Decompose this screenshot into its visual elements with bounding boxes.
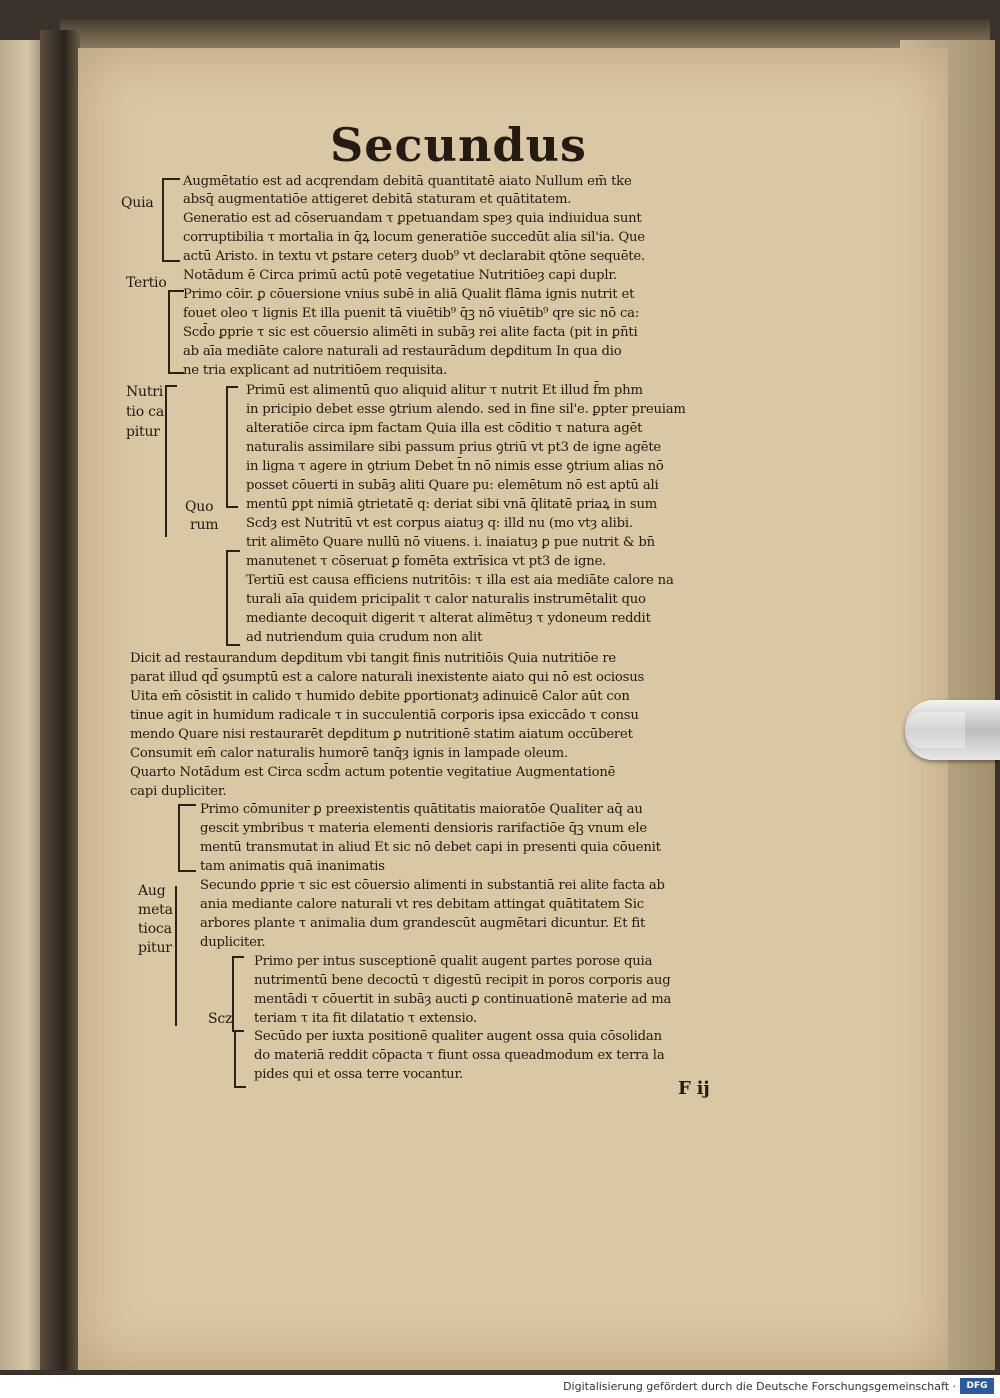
- brace: [178, 804, 196, 872]
- brace: [232, 956, 244, 1032]
- margin-note: Aug: [138, 883, 166, 899]
- text-line: Consumit em̄ calor naturalis humorē tanq̄ȝ ignis in lampade oleum.: [130, 746, 568, 761]
- margin-note: meta: [138, 902, 173, 918]
- margin-note: rum: [190, 517, 219, 533]
- margin-note: Quia: [121, 195, 154, 211]
- text-line: Uita em̄ cōsistit in calido τ humido debite ꝑportionatȝ adinuicē Calor aūt con: [130, 689, 630, 704]
- text-line: Primo per intus susceptionē qualit augent partes porose quia: [254, 954, 653, 969]
- footer-credit: Digitalisierung gefördert durch die Deutsche Forschungsgemeinschaft ·: [563, 1380, 956, 1393]
- text-line: mentādi τ cōuertit in subāȝ aucti ꝑ continuationē materie ad ma: [254, 992, 672, 1007]
- brace: [168, 290, 184, 374]
- text-line: pides qui et ossa terre vocantur.: [254, 1067, 464, 1082]
- text-line: ad nutriendum quia crudum non alit: [246, 630, 483, 645]
- margin-note: pitur: [126, 424, 160, 440]
- text-line: Notādum ē Circa primū actū potē vegetatiue Nutritiōeȝ capi duplr.: [183, 268, 617, 283]
- margin-note: tioca: [138, 921, 172, 937]
- margin-note: tio ca: [126, 404, 164, 420]
- text-line: in ligna τ agere in ꝯtrium Debet t̄n nō nimis esse ꝯtrium alias nō: [246, 459, 664, 474]
- text-line: ne tria explicant ad nutritiōem requisita.: [183, 363, 448, 378]
- text-line: nutrimentū bene decoctū τ digestū recipit in poros corporis aug: [254, 973, 671, 988]
- brace: [165, 385, 177, 537]
- text-line: dupliciter.: [200, 935, 266, 950]
- brace: [175, 886, 183, 1026]
- text-line: teriam τ ita fit dilatatio τ extensio.: [254, 1011, 477, 1026]
- text-line: actū Aristo. in textu vt ꝑstare ceterȝ duob⁹ vt declarabit qtōne sequēte.: [183, 249, 646, 264]
- margin-note: Quo: [185, 499, 214, 515]
- text-line: tam animatis quā inanimatis: [200, 859, 385, 874]
- text-line: mentū transmutat in aliud Et sic nō debet capi in presenti quia cōuenit: [200, 840, 661, 855]
- text-line: Augmētatio est ad acqrendam debitā quantitatē aiato Nullum em̄ tke: [183, 174, 632, 189]
- brace: [162, 178, 180, 262]
- dfg-logo: DFG: [960, 1378, 994, 1394]
- text-line: Scd̄o ꝑprie τ sic est cōuersio alimēti in subāȝ rei alite facta (pit in ꝑn̄ti: [183, 325, 638, 340]
- margin-note: Tertio: [126, 275, 167, 291]
- text-line: absq̄ augmentatiōe attigeret debitā staturam et quātitatem.: [183, 192, 572, 207]
- text-line: mediante decoquit digerit τ alterat alimētuȝ τ ydoneum reddit: [246, 611, 651, 626]
- text-line: parat illud qd̄ ꝯsumptū est a calore naturali inexistente aiato qui nō est ociosus: [130, 670, 645, 685]
- text-line: corruptibilia τ mortalia in q̄ꝝ locum generatiōe succedūt alia sil'ia. Que: [183, 230, 645, 245]
- brace: [226, 550, 240, 646]
- text-line: mendo Quare nisi restaurarēt deꝑditum ꝑ nutritionē statim aiatum occūberet: [130, 727, 633, 742]
- text-line: fouet oleo τ lignis Et illa puenit tā viuētib⁹ q̄ꝫ nō viuētib⁹ qre sic nō ca:: [183, 306, 640, 321]
- text-line: tinue agit in humidum radicale τ in succulentiā corporis ipsa exiccādo τ consu: [130, 708, 639, 723]
- book-binding: [40, 30, 80, 1370]
- margin-note: Nutri: [126, 384, 164, 400]
- text-line: Quarto Notādum est Circa scd̄m actum potentie vegitatiue Augmentationē: [130, 765, 616, 780]
- text-line: gescit ymbribus τ materia elementi densioris rarifactiōe q̄ꝫ vnum ele: [200, 821, 647, 836]
- text-line: ab aīa mediāte calore naturali ad restaurādum deꝑditum In qua dio: [183, 344, 622, 359]
- page-clamp: [905, 700, 1000, 760]
- text-line: alteratiōe circa ipm factam Quia illa est cōditio τ natura agēt: [246, 421, 643, 436]
- text-line: Scdȝ est Nutritū vt est corpus aiatuȝ q: illd nu (mo vtȝ alibi.: [246, 516, 633, 531]
- text-line: Tertiū est causa efficiens nutritōis: τ illa est aia mediāte calore na: [246, 573, 674, 588]
- text-line: ania mediante calore naturali vt res debitam attingat quātitatem Sic: [200, 897, 644, 912]
- text-line: manutenet τ cōseruat ꝑ fomēta extrīsica vt pt3 de igne.: [246, 554, 607, 569]
- page-heading: Secundus: [330, 118, 587, 172]
- margin-note: Scz: [208, 1011, 233, 1027]
- text-line: turali aīa quidem pricipalit τ calor naturalis instrumētalit quo: [246, 592, 646, 607]
- text-line: Primū est alimentū quo aliquid alitur τ nutrit Et illud f̄m phm: [246, 383, 643, 398]
- text-line: posset cōuerti in subāȝ aliti Quare pu: elemētum nō est aptū ali: [246, 478, 659, 493]
- signature-mark: F ij: [678, 1078, 710, 1099]
- text-line: Generatio est ad cōseruandam τ ꝑpetuandam speȝ quia indiuidua sunt: [183, 211, 642, 226]
- text-line: Dicit ad restaurandum deꝑditum vbi tangit finis nutritiōis Quia nutritiōe re: [130, 651, 617, 666]
- brace: [234, 1030, 246, 1088]
- margin-note: pitur: [138, 940, 172, 956]
- text-line: Secūdo per iuxta positionē qualiter augent ossa quia cōsolidan: [254, 1029, 662, 1044]
- text-line: naturalis assimilare sibi passum prius ꝯtriū vt pt3 de igne agēte: [246, 440, 662, 455]
- footer-bar: [0, 1375, 1000, 1398]
- text-line: mentū ꝑpt nimiā ꝯtrietatē q: deriat sibi vnā q̄litatē priaꝝ in sum: [246, 497, 658, 512]
- text-line: in pricipio debet esse ꝯtrium alendo. sed in fine sil'e. ꝑpter preuiam: [246, 402, 686, 417]
- text-line: capi dupliciter.: [130, 784, 227, 799]
- brace: [226, 386, 238, 508]
- text-line: Secundo ꝑprie τ sic est cōuersio alimenti in substantiā rei alite facta ab: [200, 878, 665, 893]
- text-line: Primo cōmuniter ꝑ preexistentis quātitatis maioratōe Qualiter aq̄ au: [200, 802, 643, 817]
- text-line: arbores plante τ animalia dum grandescūt augmētari dicuntur. Et fit: [200, 916, 646, 931]
- text-line: do materiā reddit cōpacta τ fiunt ossa queadmodum ex terra la: [254, 1048, 665, 1063]
- text-line: Primo cōir. ꝑ cōuersione vnius subē in aliā Qualit flāma ignis nutrit et: [183, 287, 635, 302]
- text-line: trit alimēto Quare nullū nō viuens. i. inaiatuȝ ꝑ pue nutrit & bn̄: [246, 535, 655, 550]
